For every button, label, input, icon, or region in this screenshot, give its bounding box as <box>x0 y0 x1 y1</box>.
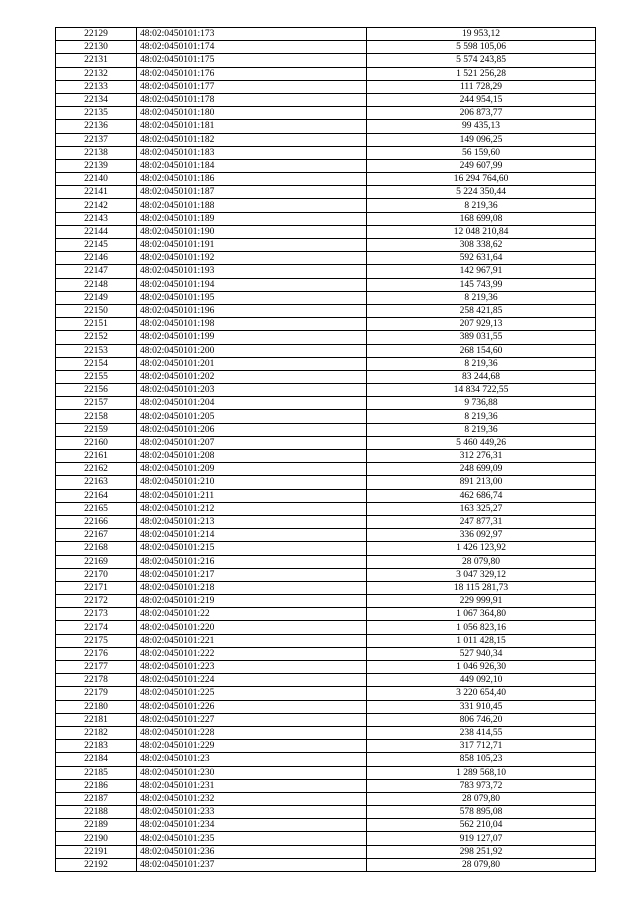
value-cell: 268 154,60 <box>367 344 596 357</box>
row-number-cell: 22171 <box>56 581 137 594</box>
value-cell: 5 224 350,44 <box>367 186 596 199</box>
value-cell: 5 598 105,06 <box>367 41 596 54</box>
table-row <box>56 397 596 410</box>
row-number-cell: 22160 <box>56 436 137 449</box>
table-row <box>56 647 596 660</box>
table-row <box>56 568 596 581</box>
table-row <box>56 489 596 502</box>
row-number-cell: 22156 <box>56 384 137 397</box>
value-cell: 28 079,80 <box>367 792 596 805</box>
table-row <box>56 858 596 871</box>
value-cell: 806 746,20 <box>367 713 596 726</box>
row-number-cell: 22188 <box>56 806 137 819</box>
cadastral-number-cell: 48:02:0450101:190 <box>137 225 367 238</box>
cadastral-number-cell: 48:02:0450101:177 <box>137 80 367 93</box>
row-number-cell: 22167 <box>56 529 137 542</box>
row-number-cell: 22155 <box>56 370 137 383</box>
table-row <box>56 225 596 238</box>
cadastral-number-cell: 48:02:0450101:180 <box>137 107 367 120</box>
value-cell: 142 967,91 <box>367 265 596 278</box>
value-cell: 206 873,77 <box>367 107 596 120</box>
value-cell: 5 460 449,26 <box>367 436 596 449</box>
value-cell: 783 973,72 <box>367 779 596 792</box>
row-number-cell: 22141 <box>56 186 137 199</box>
table-row <box>56 502 596 515</box>
table-row <box>56 687 596 700</box>
cadastral-number-cell: 48:02:0450101:22 <box>137 608 367 621</box>
value-cell: 111 728,29 <box>367 80 596 93</box>
cadastral-number-cell: 48:02:0450101:235 <box>137 832 367 845</box>
value-cell: 9 736,88 <box>367 397 596 410</box>
cadastral-number-cell: 48:02:0450101:200 <box>137 344 367 357</box>
cadastral-number-cell: 48:02:0450101:231 <box>137 779 367 792</box>
value-cell: 12 048 210,84 <box>367 225 596 238</box>
row-number-cell: 22170 <box>56 568 137 581</box>
cadastral-number-cell: 48:02:0450101:183 <box>137 146 367 159</box>
row-number-cell: 22191 <box>56 845 137 858</box>
table-row <box>56 54 596 67</box>
cadastral-number-cell: 48:02:0450101:196 <box>137 304 367 317</box>
value-cell: 18 115 281,73 <box>367 581 596 594</box>
row-number-cell: 22138 <box>56 146 137 159</box>
cadastral-number-cell: 48:02:0450101:176 <box>137 67 367 80</box>
row-number-cell: 22165 <box>56 502 137 515</box>
row-number-cell: 22162 <box>56 463 137 476</box>
row-number-cell: 22151 <box>56 318 137 331</box>
cadastral-number-cell: 48:02:0450101:230 <box>137 766 367 779</box>
row-number-cell: 22177 <box>56 661 137 674</box>
cadastral-number-cell: 48:02:0450101:206 <box>137 423 367 436</box>
row-number-cell: 22139 <box>56 159 137 172</box>
cadastral-number-cell: 48:02:0450101:188 <box>137 199 367 212</box>
value-cell: 1 521 256,28 <box>367 67 596 80</box>
table-row <box>56 357 596 370</box>
cadastral-number-cell: 48:02:0450101:175 <box>137 54 367 67</box>
table-row <box>56 239 596 252</box>
row-number-cell: 22140 <box>56 173 137 186</box>
table-row <box>56 41 596 54</box>
table-row <box>56 463 596 476</box>
value-cell: 1 011 428,15 <box>367 634 596 647</box>
table-row <box>56 713 596 726</box>
row-number-cell: 22133 <box>56 80 137 93</box>
cadastral-number-cell: 48:02:0450101:222 <box>137 647 367 660</box>
cadastral-number-cell: 48:02:0450101:210 <box>137 476 367 489</box>
table-row <box>56 107 596 120</box>
value-cell: 578 895,08 <box>367 806 596 819</box>
cadastral-number-cell: 48:02:0450101:237 <box>137 858 367 871</box>
cadastral-number-cell: 48:02:0450101:178 <box>137 93 367 106</box>
value-cell: 527 940,34 <box>367 647 596 660</box>
row-number-cell: 22182 <box>56 726 137 739</box>
cadastral-number-cell: 48:02:0450101:223 <box>137 661 367 674</box>
table-row <box>56 436 596 449</box>
row-number-cell: 22189 <box>56 819 137 832</box>
row-number-cell: 22145 <box>56 239 137 252</box>
table-row <box>56 304 596 317</box>
row-number-cell: 22192 <box>56 858 137 871</box>
row-number-cell: 22166 <box>56 515 137 528</box>
value-cell: 336 092,97 <box>367 529 596 542</box>
cadastral-number-cell: 48:02:0450101:189 <box>137 212 367 225</box>
table-row <box>56 370 596 383</box>
table-row <box>56 740 596 753</box>
cadastral-number-cell: 48:02:0450101:184 <box>137 159 367 172</box>
cadastral-number-cell: 48:02:0450101:213 <box>137 515 367 528</box>
cadastral-number-cell: 48:02:0450101:202 <box>137 370 367 383</box>
value-cell: 5 574 243,85 <box>367 54 596 67</box>
cadastral-number-cell: 48:02:0450101:209 <box>137 463 367 476</box>
row-number-cell: 22168 <box>56 542 137 555</box>
cadastral-number-cell: 48:02:0450101:186 <box>137 173 367 186</box>
cadastral-number-cell: 48:02:0450101:226 <box>137 700 367 713</box>
table-row <box>56 819 596 832</box>
row-number-cell: 22169 <box>56 555 137 568</box>
table-row <box>56 476 596 489</box>
row-number-cell: 22176 <box>56 647 137 660</box>
row-number-cell: 22136 <box>56 120 137 133</box>
table-row <box>56 832 596 845</box>
cadastral-number-cell: 48:02:0450101:23 <box>137 753 367 766</box>
table-row <box>56 93 596 106</box>
row-number-cell: 22154 <box>56 357 137 370</box>
value-cell: 229 999,91 <box>367 595 596 608</box>
row-number-cell: 22186 <box>56 779 137 792</box>
row-number-cell: 22190 <box>56 832 137 845</box>
value-cell: 244 954,15 <box>367 93 596 106</box>
table-row <box>56 621 596 634</box>
table-row <box>56 265 596 278</box>
table-row <box>56 634 596 647</box>
row-number-cell: 22183 <box>56 740 137 753</box>
value-cell: 168 699,08 <box>367 212 596 225</box>
table-row <box>56 608 596 621</box>
table-row <box>56 661 596 674</box>
table-row <box>56 753 596 766</box>
value-cell: 28 079,80 <box>367 858 596 871</box>
row-number-cell: 22181 <box>56 713 137 726</box>
cadastral-number-cell: 48:02:0450101:234 <box>137 819 367 832</box>
cadastral-number-cell: 48:02:0450101:219 <box>137 595 367 608</box>
table-row <box>56 186 596 199</box>
cadastral-number-cell: 48:02:0450101:225 <box>137 687 367 700</box>
row-number-cell: 22173 <box>56 608 137 621</box>
row-number-cell: 22174 <box>56 621 137 634</box>
value-cell: 28 079,80 <box>367 555 596 568</box>
value-cell: 317 712,71 <box>367 740 596 753</box>
value-cell: 238 414,55 <box>367 726 596 739</box>
cadastral-number-cell: 48:02:0450101:212 <box>137 502 367 515</box>
cadastral-number-cell: 48:02:0450101:221 <box>137 634 367 647</box>
value-cell: 312 276,31 <box>367 450 596 463</box>
value-cell: 8 219,36 <box>367 199 596 212</box>
table-row <box>56 450 596 463</box>
table-row <box>56 384 596 397</box>
row-number-cell: 22180 <box>56 700 137 713</box>
row-number-cell: 22142 <box>56 199 137 212</box>
cadastral-number-cell: 48:02:0450101:205 <box>137 410 367 423</box>
cadastral-number-cell: 48:02:0450101:201 <box>137 357 367 370</box>
cadastral-number-cell: 48:02:0450101:229 <box>137 740 367 753</box>
table-row <box>56 278 596 291</box>
table-row <box>56 410 596 423</box>
row-number-cell: 22134 <box>56 93 137 106</box>
cadastral-number-cell: 48:02:0450101:195 <box>137 291 367 304</box>
cadastral-number-cell: 48:02:0450101:215 <box>137 542 367 555</box>
table-row <box>56 173 596 186</box>
value-cell: 8 219,36 <box>367 357 596 370</box>
value-cell: 207 929,13 <box>367 318 596 331</box>
value-cell: 331 910,45 <box>367 700 596 713</box>
row-number-cell: 22157 <box>56 397 137 410</box>
table-row <box>56 529 596 542</box>
row-number-cell: 22152 <box>56 331 137 344</box>
table-row <box>56 792 596 805</box>
table-row <box>56 806 596 819</box>
value-cell: 19 953,12 <box>367 28 596 41</box>
table-row <box>56 423 596 436</box>
cadastral-number-cell: 48:02:0450101:220 <box>137 621 367 634</box>
row-number-cell: 22187 <box>56 792 137 805</box>
cadastral-number-cell: 48:02:0450101:194 <box>137 278 367 291</box>
cadastral-number-cell: 48:02:0450101:198 <box>137 318 367 331</box>
value-cell: 163 325,27 <box>367 502 596 515</box>
table-row <box>56 291 596 304</box>
table-row <box>56 212 596 225</box>
row-number-cell: 22184 <box>56 753 137 766</box>
row-number-cell: 22129 <box>56 28 137 41</box>
value-cell: 248 699,09 <box>367 463 596 476</box>
cadastral-number-cell: 48:02:0450101:228 <box>137 726 367 739</box>
row-number-cell: 22130 <box>56 41 137 54</box>
value-cell: 1 289 568,10 <box>367 766 596 779</box>
cadastral-number-cell: 48:02:0450101:224 <box>137 674 367 687</box>
cadastral-number-cell: 48:02:0450101:216 <box>137 555 367 568</box>
row-number-cell: 22148 <box>56 278 137 291</box>
row-number-cell: 22159 <box>56 423 137 436</box>
table-row <box>56 779 596 792</box>
table-row <box>56 331 596 344</box>
table-row <box>56 120 596 133</box>
cadastral-number-cell: 48:02:0450101:174 <box>137 41 367 54</box>
table-row <box>56 80 596 93</box>
row-number-cell: 22175 <box>56 634 137 647</box>
row-number-cell: 22149 <box>56 291 137 304</box>
row-number-cell: 22158 <box>56 410 137 423</box>
value-cell: 3 220 654,40 <box>367 687 596 700</box>
value-cell: 308 338,62 <box>367 239 596 252</box>
cadastral-number-cell: 48:02:0450101:233 <box>137 806 367 819</box>
cadastral-number-cell: 48:02:0450101:204 <box>137 397 367 410</box>
row-number-cell: 22163 <box>56 476 137 489</box>
cadastral-number-cell: 48:02:0450101:217 <box>137 568 367 581</box>
cadastral-number-cell: 48:02:0450101:207 <box>137 436 367 449</box>
cadastral-value-table <box>55 27 596 872</box>
value-cell: 56 159,60 <box>367 146 596 159</box>
row-number-cell: 22161 <box>56 450 137 463</box>
cadastral-number-cell: 48:02:0450101:208 <box>137 450 367 463</box>
row-number-cell: 22172 <box>56 595 137 608</box>
row-number-cell: 22146 <box>56 252 137 265</box>
cadastral-number-cell: 48:02:0450101:232 <box>137 792 367 805</box>
table-row <box>56 726 596 739</box>
row-number-cell: 22164 <box>56 489 137 502</box>
table-row <box>56 515 596 528</box>
row-number-cell: 22143 <box>56 212 137 225</box>
value-cell: 247 877,31 <box>367 515 596 528</box>
cadastral-number-cell: 48:02:0450101:182 <box>137 133 367 146</box>
cadastral-number-cell: 48:02:0450101:199 <box>137 331 367 344</box>
value-cell: 149 096,25 <box>367 133 596 146</box>
cadastral-number-cell: 48:02:0450101:181 <box>137 120 367 133</box>
row-number-cell: 22153 <box>56 344 137 357</box>
value-cell: 8 219,36 <box>367 410 596 423</box>
table-row <box>56 199 596 212</box>
table-row <box>56 581 596 594</box>
value-cell: 258 421,85 <box>367 304 596 317</box>
value-cell: 562 210,04 <box>367 819 596 832</box>
row-number-cell: 22147 <box>56 265 137 278</box>
table-row <box>56 595 596 608</box>
value-cell: 298 251,92 <box>367 845 596 858</box>
value-cell: 249 607,99 <box>367 159 596 172</box>
value-cell: 1 056 823,16 <box>367 621 596 634</box>
value-cell: 858 105,23 <box>367 753 596 766</box>
row-number-cell: 22135 <box>56 107 137 120</box>
row-number-cell: 22178 <box>56 674 137 687</box>
cadastral-number-cell: 48:02:0450101:211 <box>137 489 367 502</box>
value-cell: 919 127,07 <box>367 832 596 845</box>
value-cell: 449 092,10 <box>367 674 596 687</box>
cadastral-number-cell: 48:02:0450101:191 <box>137 239 367 252</box>
row-number-cell: 22137 <box>56 133 137 146</box>
table-row <box>56 700 596 713</box>
value-cell: 145 743,99 <box>367 278 596 291</box>
cadastral-number-cell: 48:02:0450101:218 <box>137 581 367 594</box>
table-row <box>56 845 596 858</box>
cadastral-number-cell: 48:02:0450101:227 <box>137 713 367 726</box>
cadastral-number-cell: 48:02:0450101:214 <box>137 529 367 542</box>
value-cell: 389 031,55 <box>367 331 596 344</box>
table-row <box>56 252 596 265</box>
table-row <box>56 146 596 159</box>
value-cell: 592 631,64 <box>367 252 596 265</box>
value-cell: 1 426 123,92 <box>367 542 596 555</box>
table-row <box>56 542 596 555</box>
value-cell: 8 219,36 <box>367 291 596 304</box>
value-cell: 1 046 926,30 <box>367 661 596 674</box>
value-cell: 14 834 722,55 <box>367 384 596 397</box>
value-cell: 3 047 329,12 <box>367 568 596 581</box>
cadastral-number-cell: 48:02:0450101:173 <box>137 28 367 41</box>
cadastral-number-cell: 48:02:0450101:193 <box>137 265 367 278</box>
row-number-cell: 22131 <box>56 54 137 67</box>
row-number-cell: 22150 <box>56 304 137 317</box>
row-number-cell: 22185 <box>56 766 137 779</box>
value-cell: 99 435,13 <box>367 120 596 133</box>
cadastral-number-cell: 48:02:0450101:203 <box>137 384 367 397</box>
cadastral-number-cell: 48:02:0450101:192 <box>137 252 367 265</box>
value-cell: 16 294 764,60 <box>367 173 596 186</box>
table-row <box>56 133 596 146</box>
table-row <box>56 28 596 41</box>
value-cell: 891 213,00 <box>367 476 596 489</box>
table-row <box>56 555 596 568</box>
cadastral-number-cell: 48:02:0450101:187 <box>137 186 367 199</box>
table-row <box>56 67 596 80</box>
value-cell: 83 244,68 <box>367 370 596 383</box>
value-cell: 1 067 364,80 <box>367 608 596 621</box>
value-cell: 8 219,36 <box>367 423 596 436</box>
row-number-cell: 22132 <box>56 67 137 80</box>
table-row <box>56 344 596 357</box>
table-row <box>56 674 596 687</box>
row-number-cell: 22179 <box>56 687 137 700</box>
table-body <box>56 28 596 872</box>
row-number-cell: 22144 <box>56 225 137 238</box>
value-cell: 462 686,74 <box>367 489 596 502</box>
table-row <box>56 766 596 779</box>
table-row <box>56 318 596 331</box>
table-row <box>56 159 596 172</box>
cadastral-number-cell: 48:02:0450101:236 <box>137 845 367 858</box>
